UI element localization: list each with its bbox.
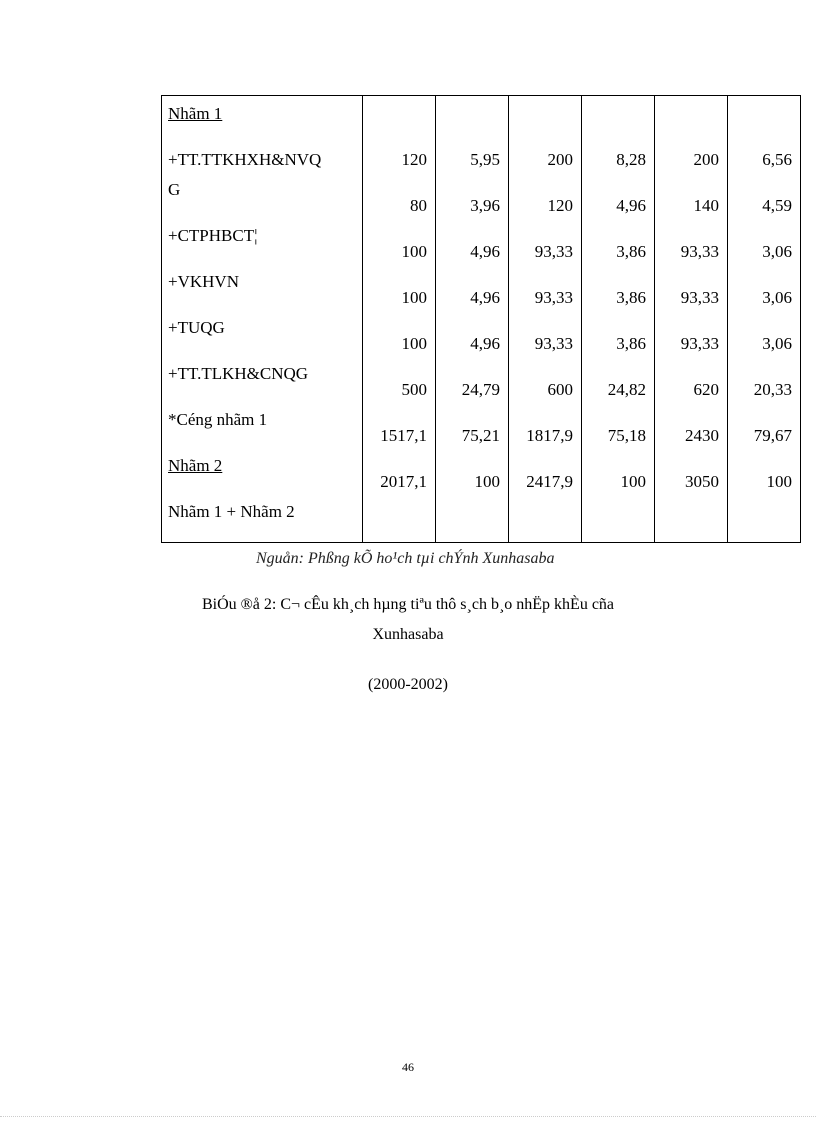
table-cell: 100 [474, 472, 500, 491]
row-label: +TUQG [168, 318, 225, 337]
table-cell: 100 [401, 288, 427, 307]
table-cell: 4,96 [616, 196, 646, 215]
table-cell: 24,79 [461, 380, 500, 399]
table-cell: 75,21 [461, 426, 500, 445]
row-label-continued: G [168, 180, 181, 199]
table-cell: 80 [410, 196, 427, 215]
percent-column [728, 96, 801, 543]
table-cell: 500 [401, 380, 427, 399]
table-cell: 2430 [685, 426, 719, 445]
table-cell: 75,18 [607, 426, 646, 445]
table-cell: 5,95 [470, 150, 500, 169]
table-cell: 2417,9 [526, 472, 573, 491]
subtotal-label: *Céng nhãm 1 [168, 410, 268, 429]
value-column [655, 96, 728, 543]
table-cell: 3,06 [762, 334, 792, 353]
table-cell: 93,33 [680, 334, 719, 353]
table-cell: 20,33 [753, 380, 792, 399]
table-cell: 4,59 [762, 196, 792, 215]
table-cell: 100 [401, 242, 427, 261]
table-cell: 93,33 [534, 242, 573, 261]
table-cell: 4,96 [470, 242, 500, 261]
table-cell: 3,86 [616, 242, 646, 261]
table-cell: 3,06 [762, 242, 792, 261]
total-label: Nhãm 1 + Nhãm 2 [168, 502, 295, 521]
table-cell: 93,33 [534, 334, 573, 353]
table-cell: 600 [547, 380, 573, 399]
row-label: +VKHVN [168, 272, 239, 291]
label-column [162, 96, 363, 543]
table-cell: 2017,1 [380, 472, 427, 491]
table-cell: 3,86 [616, 288, 646, 307]
table-cell: 4,96 [470, 334, 500, 353]
row-label: +TT.TLKH&CNQG [168, 364, 309, 383]
figure-caption-continued: Xunhasaba [372, 626, 444, 643]
page-bottom-divider [0, 1116, 816, 1117]
value-column [509, 96, 582, 543]
table-cell: 120 [401, 150, 427, 169]
page-number: 46 [402, 1060, 414, 1074]
table-cell: 24,82 [607, 380, 646, 399]
row-label: +TT.TTKHXH&NVQ [168, 150, 322, 169]
row-label: +CTPHBCT¦ [168, 226, 258, 245]
figure-caption: BiÓu ®å 2: C¬ cÊu kh¸ch hµng tiªu thô s¸ch b¸o nhËp khÈu cña [201, 596, 615, 613]
group-1-heading: Nhãm 1 [168, 104, 223, 123]
source-note: Nguån: Phßng kÕ ho¹ch tµi chÝnh Xunhasaba [256, 550, 555, 567]
table-row [162, 96, 801, 543]
table-cell: 79,67 [753, 426, 792, 445]
table-cell: 3,06 [762, 288, 792, 307]
table-cell: 93,33 [680, 242, 719, 261]
data-table [161, 95, 801, 543]
table-cell: 3,86 [616, 334, 646, 353]
table-cell: 1517,1 [380, 426, 427, 445]
value-column [363, 96, 436, 543]
table-cell: 200 [547, 150, 573, 169]
table-cell: 120 [547, 196, 573, 215]
table-cell: 93,33 [680, 288, 719, 307]
table-cell: 140 [693, 196, 719, 215]
table-cell: 100 [620, 472, 646, 491]
table-cell: 200 [693, 150, 719, 169]
table-cell: 1817,9 [526, 426, 573, 445]
table-cell: 100 [401, 334, 427, 353]
table-cell: 8,28 [616, 150, 646, 169]
percent-column [582, 96, 655, 543]
table-cell: 4,96 [470, 288, 500, 307]
table-cell: 620 [693, 380, 719, 399]
group-2-heading: Nhãm 2 [168, 456, 223, 475]
table-cell: 3050 [685, 472, 719, 491]
table-cell: 6,56 [762, 150, 792, 169]
figure-caption-period: (2000-2002) [368, 676, 448, 693]
percent-column [436, 96, 509, 543]
table-cell: 100 [766, 472, 792, 491]
table-cell: 93,33 [534, 288, 573, 307]
table-cell: 3,96 [470, 196, 500, 215]
